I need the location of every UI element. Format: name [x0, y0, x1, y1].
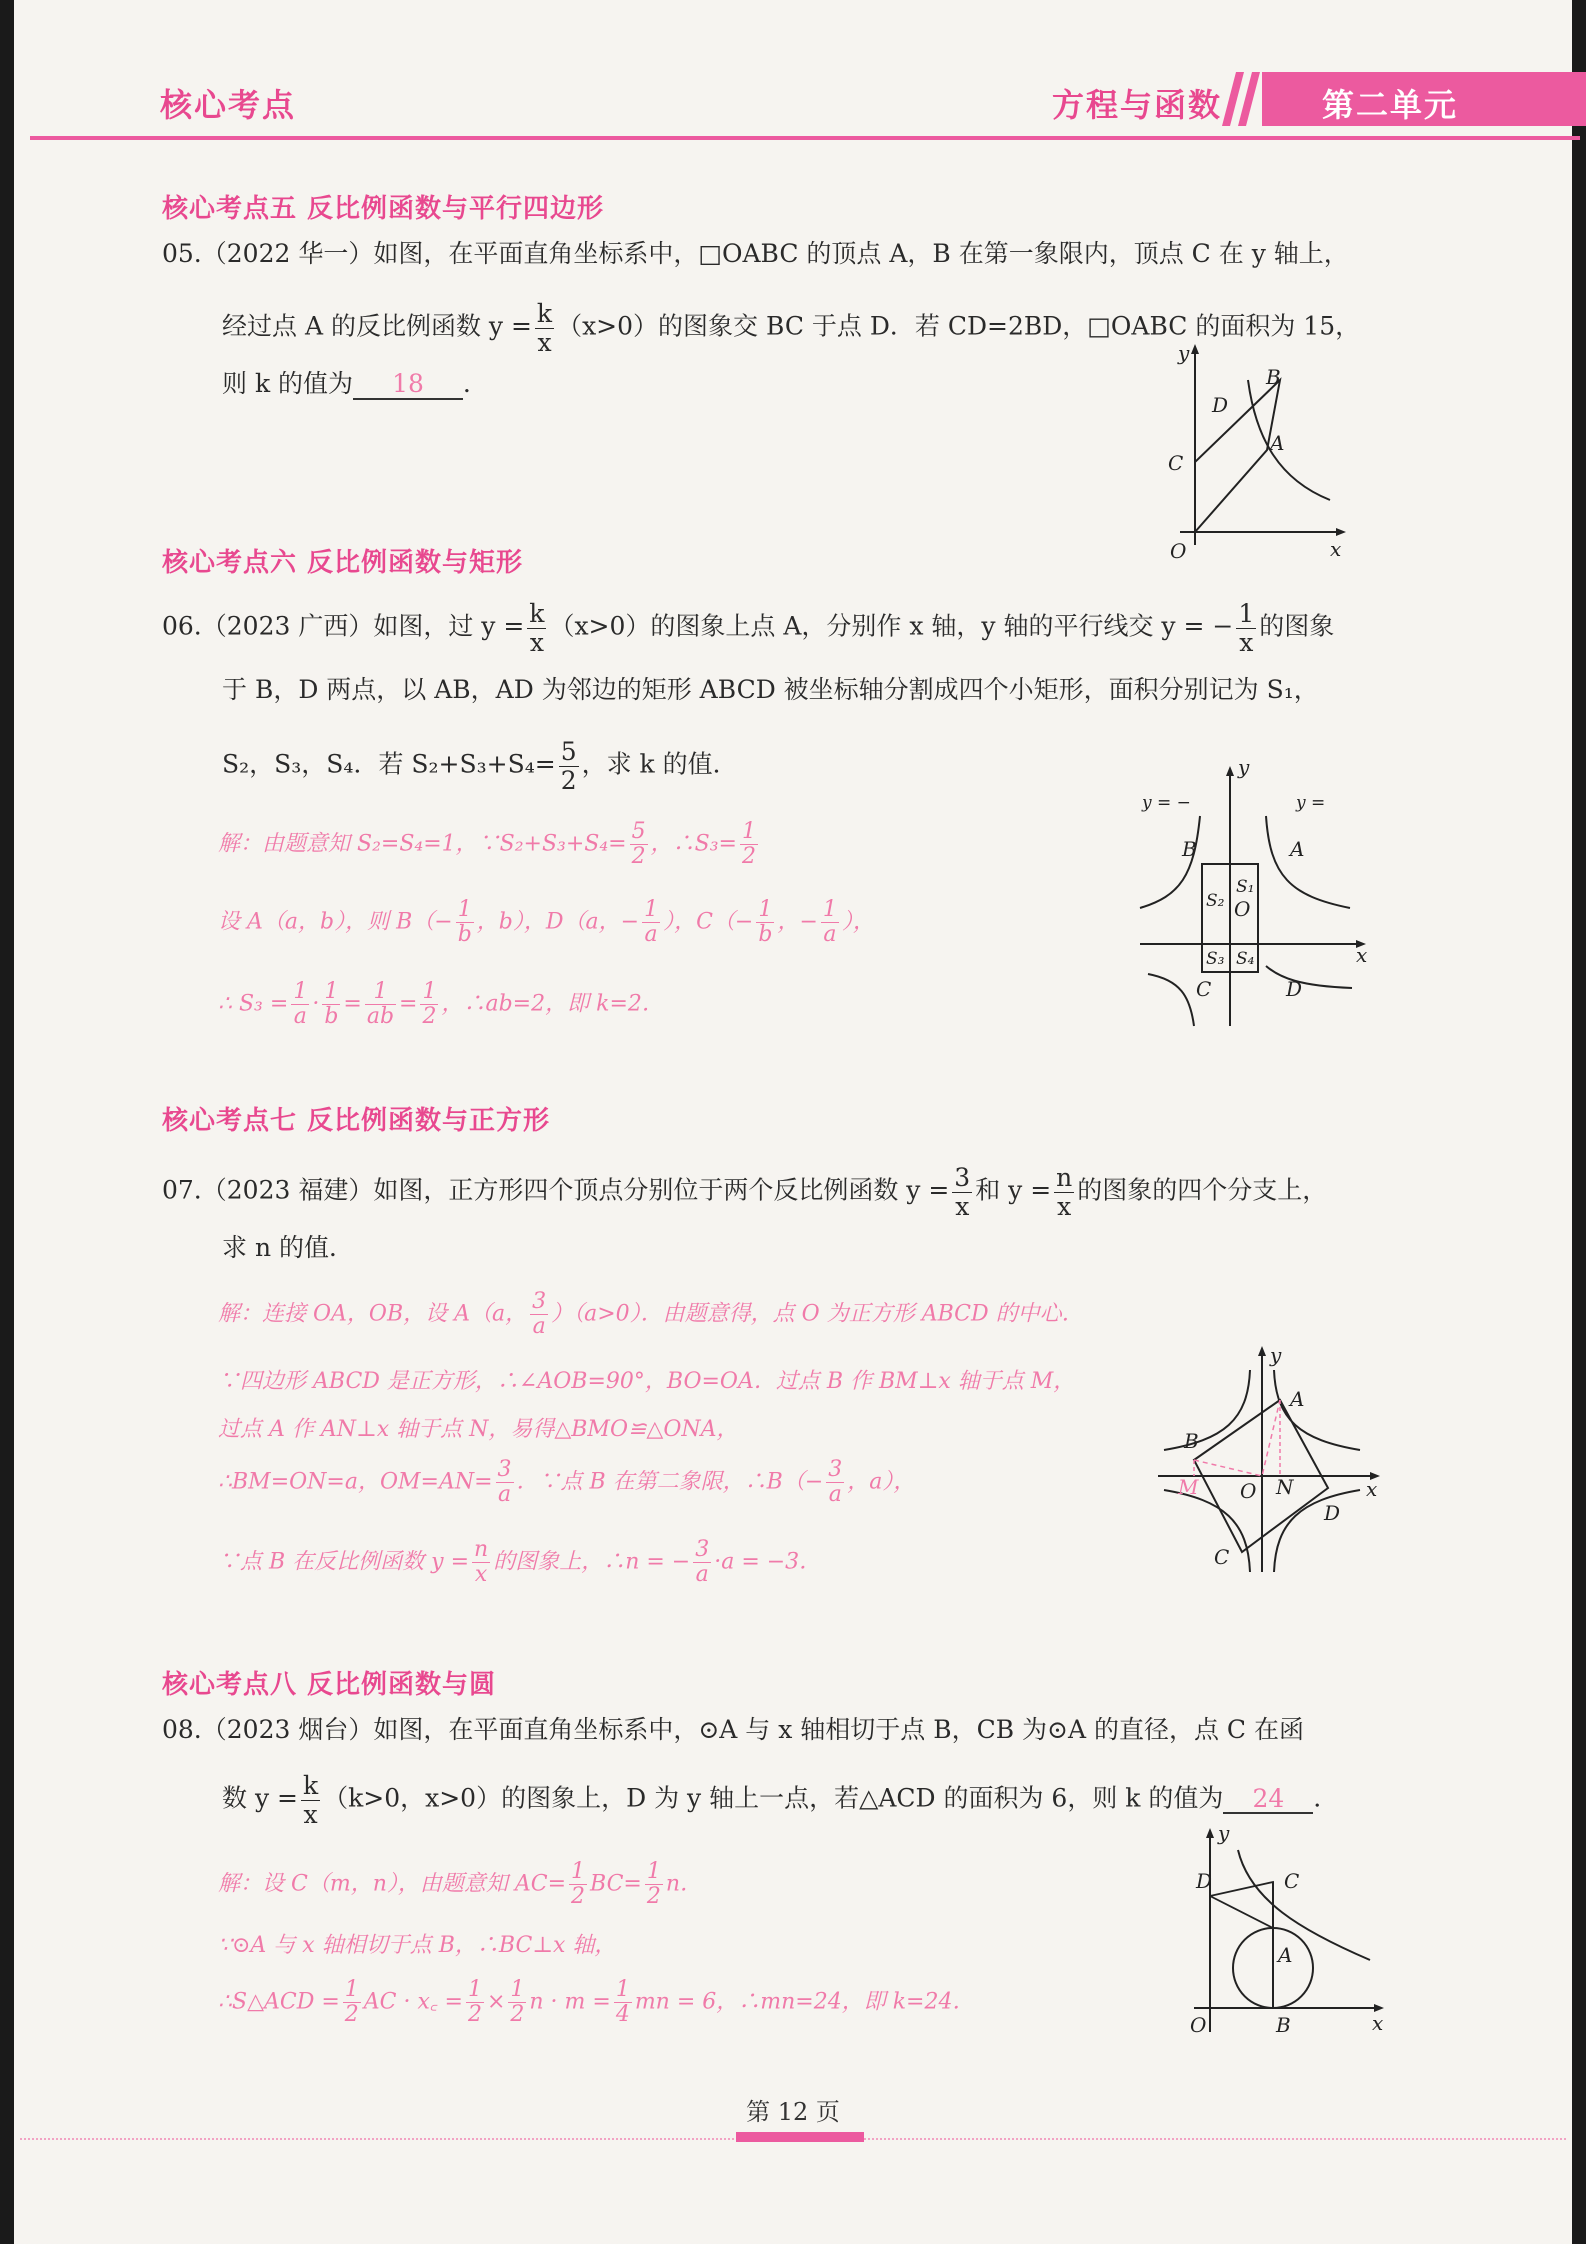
q06-text: 的图象 — [1259, 611, 1335, 641]
sol-text: ∴BM=ON=a，OM=AN= — [218, 1469, 493, 1495]
label-y: y — [1238, 756, 1250, 779]
sol-text: × — [486, 1989, 506, 2015]
sol-text: ，∴ab=2，即 k=2． — [441, 991, 664, 1017]
header-slash-decoration — [1222, 72, 1262, 126]
label-y: y — [1178, 341, 1190, 365]
y-arrow — [1258, 1346, 1266, 1356]
fraction — [756, 898, 774, 947]
label-A: A — [1270, 431, 1285, 455]
q06-solution-1 — [218, 820, 761, 869]
label-B: B — [1266, 365, 1281, 389]
q08-line-2 — [222, 1772, 1338, 1828]
hyperbola-q3 — [1164, 1490, 1250, 1572]
hyperbola-neg-q4 — [1266, 966, 1352, 988]
sol-text: 解：连接 OA，OB，设 A（a， — [218, 1301, 528, 1327]
label-S4: S₄ — [1236, 949, 1255, 969]
label-O: O — [1190, 2013, 1207, 2037]
q07-line-2: 求 n 的值． — [222, 1233, 354, 1262]
denominator: b — [758, 922, 773, 948]
numerator: 1 — [1238, 599, 1255, 628]
fraction — [821, 898, 839, 947]
sol-text: = — [399, 991, 418, 1017]
fraction — [530, 1290, 548, 1339]
label-O: O — [1240, 1479, 1257, 1503]
fraction — [1236, 600, 1256, 656]
q08-text: 数 y = — [222, 1783, 298, 1813]
fraction — [291, 980, 309, 1029]
sol-text: ∴ S₃ = — [218, 991, 289, 1017]
label-pos-func: y = — [1296, 793, 1326, 813]
q08-line-1: 08.（2023 烟台）如图，在平面直角坐标系中，⊙A 与 x 轴相切于点 B，CB 为⊙A 的直径，点 C 在函 — [162, 1715, 1305, 1744]
numerator: 1 — [365, 980, 396, 1005]
section-title-6: 核心考点六 反比例函数与矩形 — [162, 548, 524, 578]
numerator: 1 — [467, 1977, 482, 2002]
numerator: 1 — [322, 980, 340, 1005]
numerator: 1 — [571, 1859, 586, 1884]
numerator: 1 — [741, 819, 756, 844]
q05-period: ． — [463, 369, 489, 398]
hyperbola-q1 — [1274, 1370, 1360, 1450]
fraction — [301, 1772, 320, 1828]
label-S2: S₂ — [1206, 891, 1225, 911]
fraction — [496, 1458, 514, 1507]
q05-text: 则 k 的值为 — [222, 369, 354, 398]
q07-solution-3: 过点 A 作 AN⊥x 轴于点 N，易得△BMO≌△ONA， — [218, 1417, 739, 1442]
sol-text: 的图象上，∴n = − — [493, 1549, 691, 1575]
fraction — [472, 1538, 490, 1587]
denominator: b — [457, 922, 472, 948]
sol-text: ∵点 B 在反比例函数 y = — [218, 1549, 470, 1575]
q07-solution-5 — [218, 1538, 821, 1587]
label-C: C — [1196, 977, 1212, 1001]
numerator: 5 — [631, 819, 646, 844]
numerator: 1 — [615, 1977, 630, 2002]
q07-text: 07.（2023 福建）如图，正方形四个顶点分别位于两个反比例函数 y = — [162, 1175, 950, 1205]
label-D: D — [1212, 393, 1229, 417]
label-A: A — [1278, 1943, 1293, 1967]
sol-text: ．∵点 B 在第二象限，∴B（− — [516, 1469, 824, 1495]
label-x: x — [1366, 1477, 1378, 1501]
sol-text: ，− — [777, 909, 818, 935]
label-B: B — [1182, 837, 1197, 861]
denominator: a — [828, 1482, 842, 1508]
numerator: k — [536, 299, 553, 328]
numerator: 1 — [422, 979, 437, 1004]
q06-text: ，求 k 的值． — [581, 749, 738, 779]
fraction — [466, 1978, 484, 2027]
q08-text: ． — [1313, 1783, 1339, 1813]
q06-text: 06.（2023 广西）如图，过 y = — [162, 611, 525, 641]
denominator: x — [955, 1191, 970, 1221]
numerator: 3 — [828, 1457, 843, 1482]
fraction — [535, 300, 554, 356]
sol-text: ，∴S₃= — [650, 831, 737, 857]
q07-solution-4 — [218, 1458, 915, 1507]
numerator: 1 — [646, 1859, 661, 1884]
y-arrow — [1191, 344, 1199, 354]
sol-text: mn = 6，∴mn=24，即 k=24． — [634, 1989, 975, 2015]
numerator: 1 — [644, 897, 659, 922]
sol-text: ）（a>0）．由题意得，点 O 为正方形 ABCD 的中心． — [551, 1301, 1084, 1327]
sol-text: 解：设 C（m，n），由题意知 AC= — [218, 1871, 567, 1897]
label-B: B — [1276, 2013, 1291, 2037]
denominator: 2 — [741, 844, 756, 870]
fraction — [559, 738, 579, 794]
sol-text: = — [343, 991, 362, 1017]
label-S3: S₃ — [1206, 949, 1225, 969]
hyperbola-neg-q2 — [1140, 816, 1200, 908]
numerator: 5 — [560, 737, 577, 766]
fraction — [365, 980, 396, 1029]
y-arrow — [1206, 1828, 1214, 1838]
q05-answer: 18 — [353, 370, 463, 400]
denominator: x — [303, 1799, 318, 1829]
numerator: 3 — [532, 1289, 547, 1314]
q07-text: 和 y = — [975, 1175, 1052, 1205]
fraction — [614, 1978, 632, 2027]
q06-line-3 — [222, 738, 738, 794]
label-x: x — [1356, 943, 1368, 967]
section-title-7: 核心考点七 反比例函数与正方形 — [162, 1106, 551, 1136]
page-number: 第 12 页 — [746, 2098, 840, 2126]
hyperbola-pos-q3 — [1148, 974, 1194, 1026]
section-title-8: 核心考点八 反比例函数与圆 — [162, 1670, 497, 1700]
denominator: 2 — [646, 1884, 661, 1910]
q08-solution-2: ∵⊙A 与 x 轴相切于点 B，∴BC⊥x 轴， — [218, 1933, 617, 1958]
numerator: 1 — [456, 898, 474, 923]
numerator: 1 — [344, 1977, 359, 2002]
q05-line-1: 05.（2022 华一）如图，在平面直角坐标系中，□OABC 的顶点 A，B 在第一象限内，顶点 C 在 y 轴上， — [162, 239, 1349, 268]
page-edge-right — [1572, 0, 1586, 2244]
label-B: B — [1184, 1429, 1199, 1453]
sol-text: n · m = — [529, 1989, 611, 2015]
denominator: 2 — [422, 1004, 437, 1030]
sol-text: ）， — [841, 909, 875, 935]
hyperbola-pos-q1 — [1266, 816, 1350, 908]
denominator: x — [529, 627, 544, 657]
label-D: D — [1286, 977, 1303, 1001]
header-unit-tab — [1262, 72, 1586, 126]
denominator: 2 — [344, 2002, 359, 2028]
q06-line-1 — [162, 600, 1334, 656]
denominator: a — [823, 922, 837, 948]
fraction — [420, 980, 438, 1029]
denominator: 2 — [631, 844, 646, 870]
q06-solution-3 — [218, 980, 664, 1029]
footer-bar — [736, 2132, 864, 2142]
sol-text: ，b），D（a，− — [476, 909, 640, 935]
q06-text: S₂，S₃，S₄．若 S₂+S₃+S₄= — [222, 749, 556, 779]
numerator: 1 — [510, 1977, 525, 2002]
label-x: x — [1330, 537, 1342, 560]
q05-figure — [1160, 340, 1350, 560]
label-D: D — [1196, 1869, 1213, 1893]
sol-text: 解：由题意知 S₂=S₄=1，∵S₂+S₃+S₄= — [218, 831, 627, 857]
label-O: O — [1170, 539, 1187, 560]
numerator: n — [474, 1537, 489, 1562]
denominator: x — [1057, 1191, 1072, 1221]
label-A: A — [1290, 1387, 1305, 1411]
q07-text: 的图象的四个分支上， — [1077, 1175, 1328, 1205]
denominator: ab — [366, 1004, 395, 1030]
fraction — [693, 1538, 711, 1587]
sol-text: ∴S△ACD = — [218, 1989, 340, 2015]
sol-text: AC · x꜀ = — [363, 1989, 463, 2015]
denominator: 2 — [560, 765, 577, 795]
q08-solution-3 — [218, 1978, 974, 2027]
fraction — [645, 1860, 663, 1909]
fraction — [952, 1164, 972, 1220]
q08-solution-1 — [218, 1860, 702, 1909]
numerator: 3 — [497, 1457, 512, 1482]
fraction — [826, 1458, 844, 1507]
fraction — [630, 820, 648, 869]
fraction — [508, 1978, 526, 2027]
header-rule — [30, 136, 1580, 140]
label-x: x — [1372, 2011, 1384, 2035]
fraction — [569, 1860, 587, 1909]
fraction — [642, 898, 660, 947]
denominator: a — [644, 922, 658, 948]
parallelogram-OABC — [1195, 380, 1280, 532]
sol-text: ），C（− — [663, 909, 754, 935]
q08-figure — [1180, 1820, 1400, 2040]
numerator: 1 — [756, 898, 774, 923]
q08-answer: 24 — [1223, 1785, 1313, 1815]
q05-text: （x>0）的图象交 BC 于点 D．若 CD=2BD，□OABC 的面积为 15， — [557, 311, 1361, 341]
q07-solution-1 — [218, 1290, 1084, 1339]
q05-line-3 — [222, 370, 488, 400]
fraction — [740, 820, 758, 869]
denominator: x — [537, 327, 552, 357]
label-C: C — [1284, 1869, 1300, 1893]
hyperbola-q4 — [1274, 1490, 1360, 1572]
label-neg-func: y = − — [1142, 793, 1191, 813]
header-unit-label: 第二单元 — [1322, 86, 1459, 124]
denominator: b — [324, 1004, 339, 1030]
label-S1: S₁ — [1236, 877, 1255, 897]
x-arrow — [1336, 528, 1346, 536]
numerator: k — [529, 599, 545, 628]
q06-line-2: 于 B，D 两点，以 AB，AD 为邻边的矩形 ABCD 被坐标轴分割成四个小矩形，面积分别记为 S₁， — [222, 675, 1319, 704]
numerator: 1 — [822, 897, 837, 922]
numerator: 3 — [695, 1537, 710, 1562]
label-A: A — [1290, 837, 1305, 861]
q06-figure — [1130, 756, 1380, 1032]
sol-text: n． — [665, 1871, 703, 1897]
denominator: 4 — [615, 2002, 630, 2028]
fraction — [1054, 1164, 1074, 1220]
denominator: 2 — [467, 2002, 482, 2028]
sol-text: ，a）， — [847, 1469, 916, 1495]
denominator: 2 — [571, 1884, 586, 1910]
numerator: 3 — [954, 1163, 971, 1192]
q06-text: （x>0）的图象上点 A，分别作 x 轴，y 轴的平行线交 y = − — [549, 611, 1234, 641]
header-left-title: 核心考点 — [160, 86, 297, 124]
section-title-5: 核心考点五 反比例函数与平行四边形 — [162, 194, 605, 224]
denominator: a — [695, 1562, 709, 1588]
denominator: a — [497, 1482, 512, 1508]
header-chapter-title: 方程与函数 — [1052, 86, 1223, 124]
fraction — [527, 600, 546, 656]
label-C: C — [1214, 1545, 1230, 1569]
q07-solution-2: ∵四边形 ABCD 是正方形，∴∠AOB=90°，BO=OA．过点 B 作 BM⊥x 轴于点 M， — [218, 1369, 1076, 1394]
q06-solution-2 — [218, 898, 875, 947]
y-arrow — [1226, 766, 1234, 776]
page-edge-left — [0, 0, 14, 2244]
q07-line-1 — [162, 1164, 1327, 1220]
denominator: a — [293, 1004, 307, 1030]
fraction — [322, 980, 340, 1029]
denominator: a — [532, 1314, 546, 1340]
q07-figure — [1150, 1340, 1390, 1580]
label-C: C — [1168, 451, 1184, 475]
sol-text: ·a = −3． — [714, 1549, 822, 1575]
numerator: 1 — [293, 979, 308, 1004]
sol-text: 设 A（a，b），则 B（− — [218, 909, 453, 935]
hyperbola-q2 — [1164, 1370, 1250, 1450]
label-M: M — [1178, 1475, 1199, 1499]
q05-text: 经过点 A 的反比例函数 y = — [222, 311, 532, 341]
numerator: k — [302, 1771, 319, 1800]
denominator: x — [474, 1562, 488, 1588]
label-O: O — [1234, 897, 1251, 921]
triangle-ACD — [1210, 1882, 1273, 1928]
fraction — [343, 1978, 361, 2027]
denominator: 2 — [510, 2002, 525, 2028]
numerator: n — [1056, 1163, 1073, 1192]
denominator: x — [1239, 627, 1254, 657]
label-y: y — [1218, 1821, 1230, 1845]
label-N: N — [1276, 1475, 1294, 1499]
fraction — [456, 898, 474, 947]
label-y: y — [1270, 1343, 1282, 1367]
sol-text: BC= — [590, 1871, 642, 1897]
q08-text: （k>0，x>0）的图象上，D 为 y 轴上一点，若△ACD 的面积为 6，则 k 的值为 — [323, 1783, 1224, 1813]
sol-text: · — [312, 991, 320, 1017]
label-D: D — [1324, 1501, 1341, 1525]
